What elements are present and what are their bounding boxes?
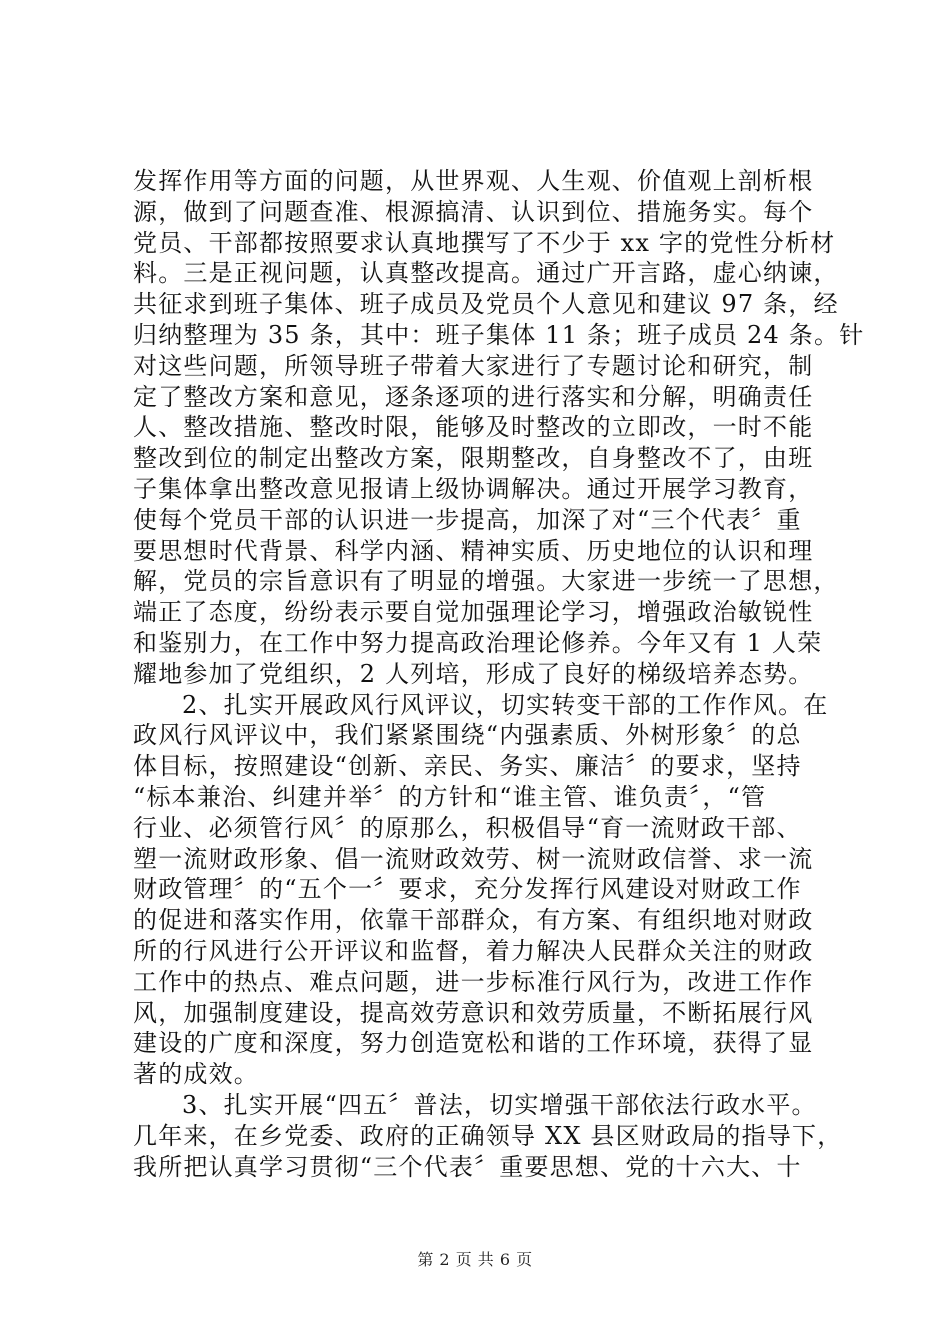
body-line: “标本兼治、纠建并举〞的方针和“谁主管、谁负责〞，“管 xyxy=(133,782,767,811)
page-footer xyxy=(0,1250,950,1270)
body-line: 源，做到了问题查准、根源搞清、认识到位、措施务实。每个 xyxy=(133,197,814,226)
body-line: 行业、必须管行风〞的原那么，积极倡导“育一流财政干部、 xyxy=(133,813,802,842)
body-line: 财政管理〞的“五个一〞要求，充分发挥行风建设对财政工作 xyxy=(133,875,802,904)
body-line: 解，党员的宗旨意识有了明显的增强。大家进一步统一了思想， xyxy=(133,567,839,596)
page-number-label: 第 2 页 共 6 页 xyxy=(417,1250,533,1269)
body-line: 塑一流财政形象、倡一流财政效劳、树一流财政信誉、求一流 xyxy=(133,844,814,873)
document-body xyxy=(133,166,865,1182)
body-line: 定了整改方案和意见，逐条逐项的进行落实和分解，明确责任 xyxy=(133,382,814,411)
body-line: 共征求到班子集体、班子成员及党员个人意见和建议 97 条，经 xyxy=(133,290,839,319)
body-line: 风，加强制度建设，提高效劳意识和效劳质量，不断拓展行风 xyxy=(133,998,814,1027)
paragraph-start-line: 2、扎实开展政风行风评议，切实转变干部的工作作风。在 xyxy=(182,690,829,719)
body-line: 党员、干部都按照要求认真地撰写了不少于 xx 字的党性分析材 xyxy=(133,228,836,257)
body-line: 端正了态度，纷纷表示要自觉加强理论学习，增强政治敏锐性 xyxy=(133,598,814,627)
body-line: 我所把认真学习贯彻“三个代表〞重要思想、党的十六大、十 xyxy=(133,1152,802,1181)
body-line: 的促进和落实作用，依靠干部群众，有方案、有组织地对财政 xyxy=(133,906,814,935)
body-line: 建设的广度和深度，努力创造宽松和谐的工作环境，获得了显 xyxy=(133,1029,814,1058)
body-line: 人、整改措施、整改时限，能够及时整改的立即改，一时不能 xyxy=(133,413,814,442)
body-line: 料。三是正视问题，认真整改提高。通过广开言路，虚心纳谏， xyxy=(133,259,839,288)
body-line: 著的成效。 xyxy=(133,1060,259,1089)
body-line: 对这些问题，所领导班子带着大家进行了专题讨论和研究，制 xyxy=(133,351,814,380)
body-line: 政风行风评议中，我们紧紧围绕“内强素质、外树形象〞的总 xyxy=(133,721,802,750)
body-line: 几年来，在乡党委、政府的正确领导 XX 县区财政局的指导下， xyxy=(133,1121,843,1150)
body-line: 和鉴别力，在工作中努力提高政治理论修养。今年又有 1 人荣 xyxy=(133,628,823,657)
body-line: 工作中的热点、难点问题，进一步标准行风行为，改进工作作 xyxy=(133,967,814,996)
body-line: 整改到位的制定出整改方案，限期整改，自身整改不了，由班 xyxy=(133,444,814,473)
paragraph-start-line: 3、扎实开展“四五〞普法，切实增强干部依法行政水平。 xyxy=(182,1090,817,1119)
body-line: 使每个党员干部的认识进一步提高，加深了对“三个代表〞重 xyxy=(133,505,802,534)
body-line: 耀地参加了党组织，2 人列培，形成了良好的梯级培养态势。 xyxy=(133,659,814,688)
body-line: 体目标，按照建设“创新、亲民、务实、廉洁〞的要求，坚持 xyxy=(133,752,802,781)
body-line: 归纳整理为 35 条，其中：班子集体 11 条；班子成员 24 条。针 xyxy=(133,320,865,349)
body-line: 要思想时代背景、科学内涵、精神实质、历史地位的认识和理 xyxy=(133,536,814,565)
body-line: 子集体拿出整改意见报请上级协调解决。通过开展学习教育， xyxy=(133,474,814,503)
body-line: 发挥作用等方面的问题，从世界观、人生观、价值观上剖析根 xyxy=(133,167,814,195)
body-line: 所的行风进行公开评议和监督，着力解决人民群众关注的财政 xyxy=(133,936,814,965)
